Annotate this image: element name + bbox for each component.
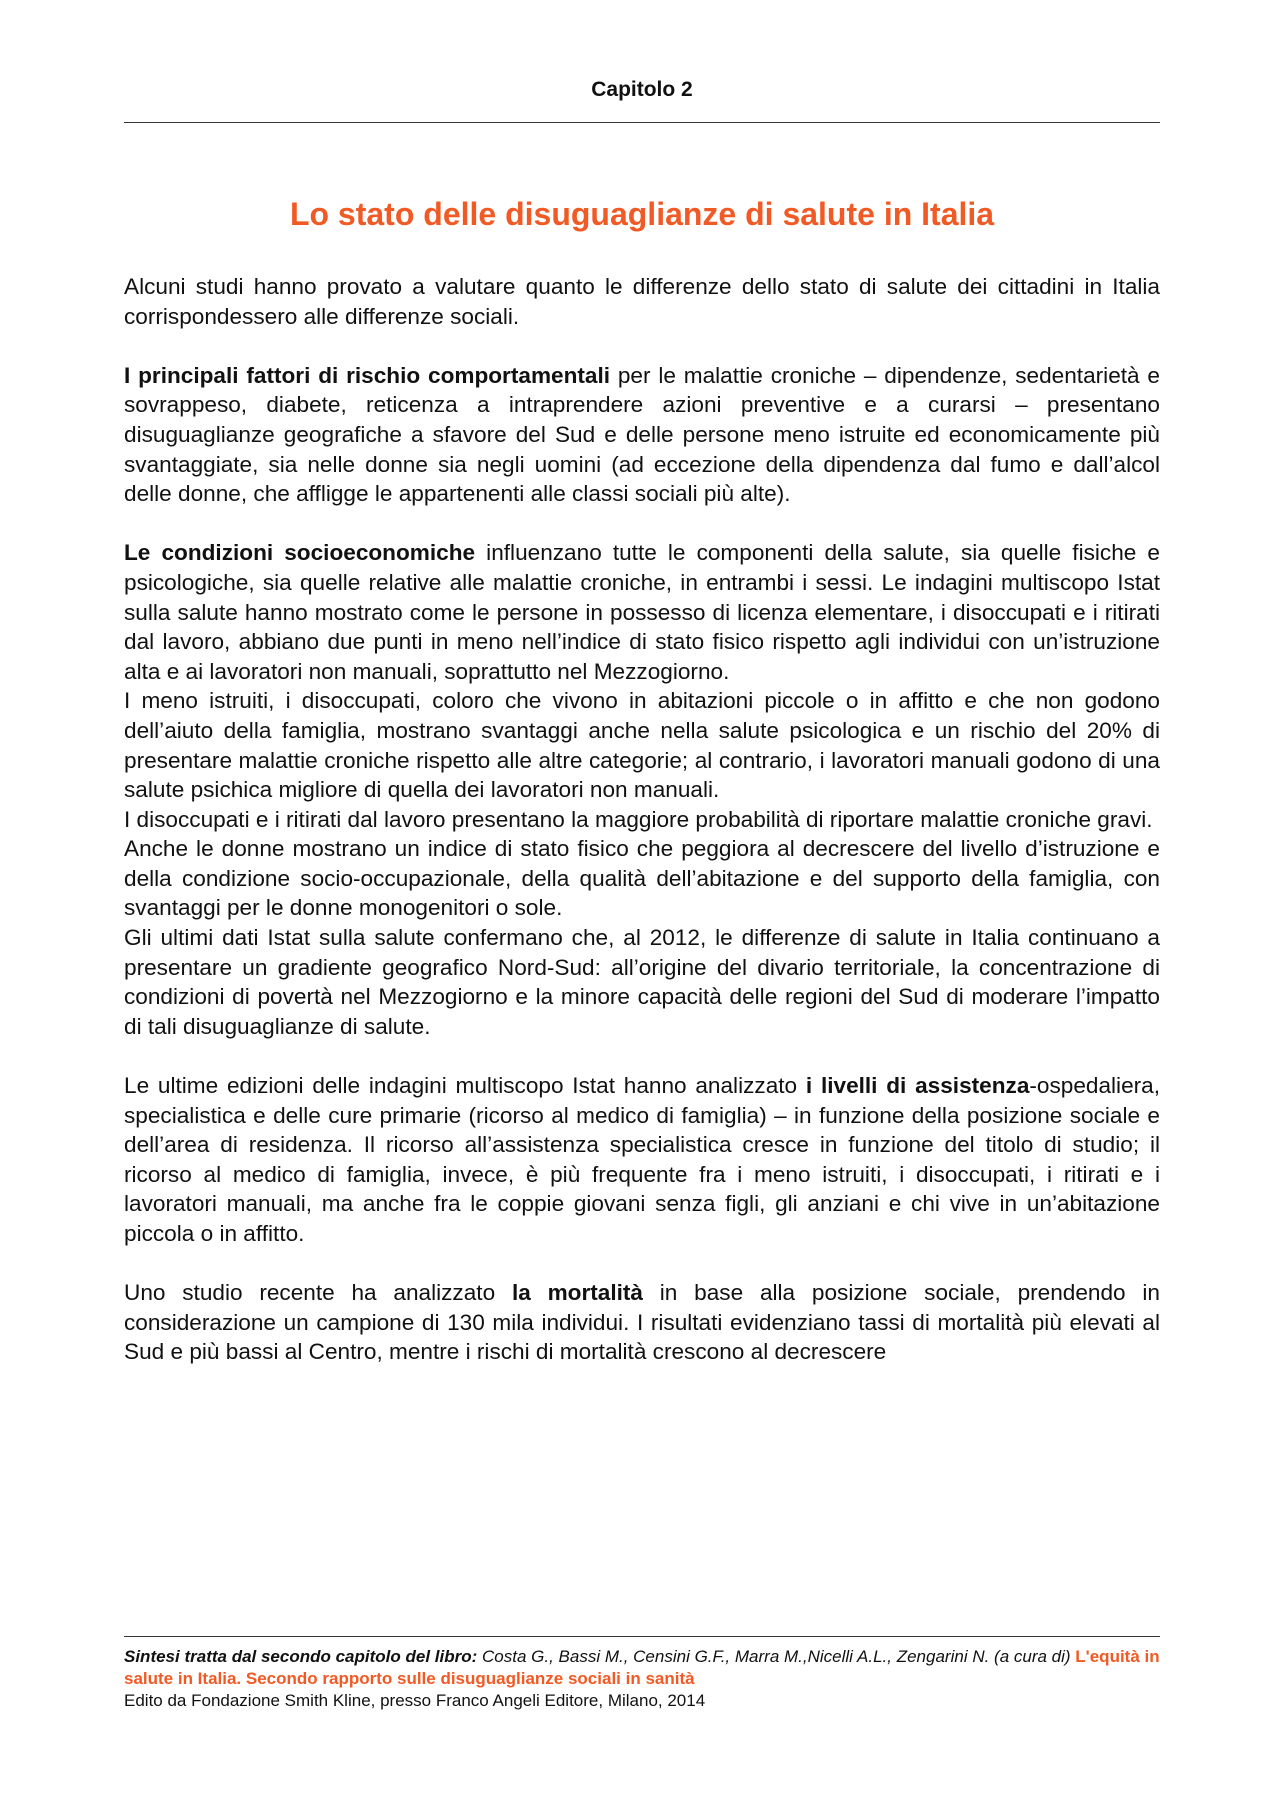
book-title: L'equità in salute in Italia. Secondo rapporto sulle disuguaglianze sociali in sanità xyxy=(124,1647,1160,1688)
source-label: Sintesi tratta dal secondo capitolo del libro: xyxy=(124,1647,478,1666)
paragraph-assistance-text: -ospedaliera, specialistica e delle cure primarie (ricorso al medico di famiglia) – in funzione della posizione sociale e dell’area di residenza. Il ricorso all’assistenza specialistica cresce in funzione del titolo di studio; il ricorso al medico di famiglia, invece, è più frequente fra i meno istruiti, i disoccupati, i ritirati e i lavoratori manuali, ma anche fra le coppie giovani senza figli, gli anziani e chi vive in un’abitazione piccola o in affitto. xyxy=(124,1073,1161,1246)
bold-assistance: i livelli di assistenza xyxy=(805,1073,1030,1099)
bold-mortality: la mortalità xyxy=(511,1280,643,1306)
paragraph-mortality xyxy=(124,1278,1160,1367)
publisher-line: Edito da Fondazione Smith Kline, presso Franco Angeli Editore, Milano, 2014 xyxy=(124,1691,706,1710)
paragraph-mortality-start: Uno studio recente ha analizzato xyxy=(124,1280,512,1306)
bold-risk-factors: I principali fattori di rischio comportamentali xyxy=(124,362,611,388)
chapter-heading: Capitolo 2 xyxy=(591,78,693,101)
paragraph-risk-factors xyxy=(124,361,1160,509)
footer-divider xyxy=(124,1636,1160,1637)
paragraph-mortality-text: in base alla posizione sociale, prendendo in considerazione un campione di 130 mila individui. I risultati evidenziano tassi di mortalità più elevati al Sud e più bassi al Centro, mentre i rischi di mortalità crescono al decrescere xyxy=(124,1280,1160,1365)
bold-socioeconomic: Le condizioni socioeconomiche xyxy=(124,540,476,566)
paragraph-socioeconomic-text: influenzano tutte le componenti della salute, sia quelle fisiche e psicologiche, sia quelle relative alle malattie croniche, in entrambi i sessi. Le indagini multiscopo Istat sulla salute hanno mostrato come le persone in possesso di licenza elementare, i disoccupati e i ritirati dal lavoro, abbiano due punti in meno nell’indice di stato fisico rispetto agli individui con un’istruzione alta e ai lavoratori non manuali, soprattutto nel Mezzogiorno. xyxy=(124,540,1161,684)
footer-citation xyxy=(124,1646,1160,1712)
paragraph-intro: Alcuni studi hanno provato a valutare quanto le differenze dello stato di salute dei cittadini in Italia corrispondessero alle differenze sociali. xyxy=(124,274,1160,329)
source-authors: Costa G., Bassi M., Censini G.F., Marra M.,Nicelli A.L., Zengarini N. (a cura di) xyxy=(477,1647,1076,1666)
paragraph-assistance xyxy=(124,1071,1160,1249)
paragraph-women: Anche le donne mostrano un indice di stato fisico che peggiora al decrescere del livello d’istruzione e della condizione socio-occupazionale, della qualità dell’abitazione e del supporto della famiglia, con svantaggi per le donne monogenitori o sole. xyxy=(124,836,1160,921)
source-line xyxy=(124,1646,1160,1690)
paragraph-assistance-start: Le ultime edizioni delle indagini multiscopo Istat hanno analizzato xyxy=(124,1073,806,1099)
paragraph-risk-factors-text: per le malattie croniche – dipendenze, sedentarietà e sovrappeso, diabete, reticenza a intraprendere azioni preventive e a curarsi – presentano disuguaglianze geografiche a sfavore del Sud e delle persone meno istruite ed economicamente più svantaggiate, sia nelle donne sia negli uomini (ad eccezione della dipendenza dal fumo e dall’alcol delle donne, che affligge le appartenenti alle classi sociali più alte). xyxy=(124,362,1160,507)
body-text xyxy=(124,272,1160,1367)
header-divider xyxy=(124,122,1160,123)
paragraph-less-educated: I meno istruiti, i disoccupati, coloro che vivono in abitazioni piccole o in affitto e che non godono dell’aiuto della famiglia, mostrano svantaggi anche nella salute psicologica e un rischio del 20% di presentare malattie croniche rispetto alle altre categorie; al contrario, i lavoratori manuali godono di una salute psichica migliore di quella dei lavoratori non manuali. xyxy=(124,688,1160,803)
paragraph-istat-2012: Gli ultimi dati Istat sulla salute confermano che, al 2012, le differenze di salute in Italia continuano a presentare un gradiente geografico Nord-Sud: all’origine del divario territoriale, la concentrazione di condizioni di povertà nel Mezzogiorno e la minore capacità delle regioni del Sud di moderare l’impatto di tali disuguaglianze di salute. xyxy=(124,925,1160,1039)
paragraph-socioeconomic xyxy=(124,538,1160,686)
paragraph-unemployed: I disoccupati e i ritirati dal lavoro presentano la maggiore probabilità di riportare malattie croniche gravi. xyxy=(124,806,1153,832)
page-title: Lo stato delle disuguaglianze di salute in Italia xyxy=(289,196,995,232)
